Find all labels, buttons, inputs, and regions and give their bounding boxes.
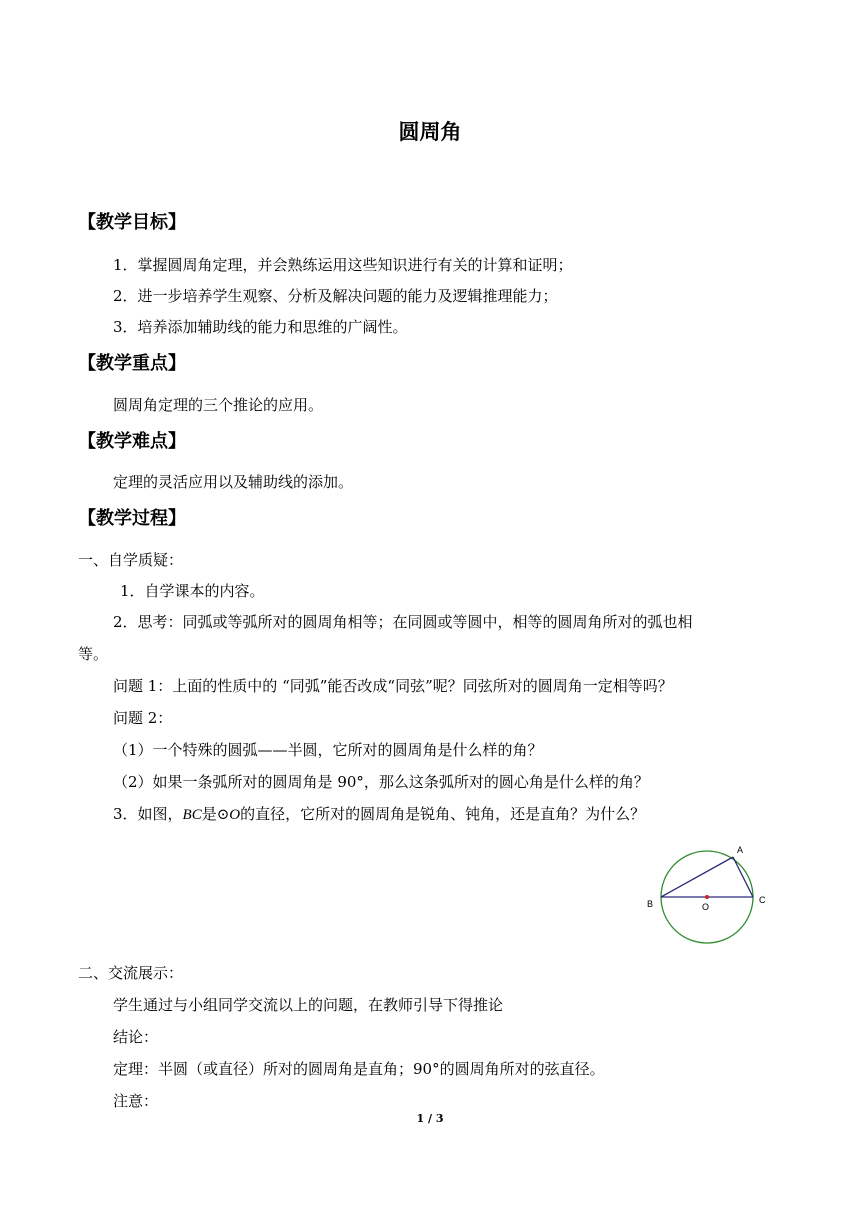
figure-label-a: A xyxy=(737,845,744,855)
key-heading: 【教学重点】 xyxy=(78,353,186,374)
difficulty-text: 定理的灵活应用以及辅助线的添加。 xyxy=(113,473,354,491)
step-3 xyxy=(113,803,645,824)
figure-label-o: O xyxy=(702,902,710,912)
discussion-text: 学生通过与小组同学交流以上的问题，在教师引导下得推论 xyxy=(113,996,504,1014)
page-number: 1 / 3 xyxy=(416,1112,444,1125)
figure-label-c: C xyxy=(759,895,766,905)
goal-item-1: 1．掌握圆周角定理，并会熟练运用这些知识进行有关的计算和证明； xyxy=(113,256,573,274)
goal-item-2: 2．进一步培养学生观察、分析及解决问题的能力及逻辑推理能力； xyxy=(113,287,558,305)
circle-figure xyxy=(640,838,780,950)
process-heading: 【教学过程】 xyxy=(78,508,186,529)
step-3-suffix: 的直径，它所对的圆周角是锐角、钝角，还是直角？为什么？ xyxy=(240,805,646,823)
figure-center-point xyxy=(705,895,709,899)
step-3-prefix: 3．如图， xyxy=(113,805,183,823)
step-1: 1．自学课本的内容。 xyxy=(120,582,265,600)
note-label: 注意： xyxy=(113,1092,159,1110)
step-3-center-o: O xyxy=(229,807,241,823)
figure-chord-ba xyxy=(661,857,733,897)
part2-title: 二、交流展示： xyxy=(78,964,184,982)
step-3-segment-bc: BC xyxy=(182,807,202,823)
page-title: 圆周角 xyxy=(398,120,462,144)
question-2: 问题 2： xyxy=(113,709,173,727)
theorem-text: 定理：半圆（或直径）所对的圆周角是直角；90°的圆周角所对的弦直径。 xyxy=(113,1060,605,1078)
key-text: 圆周角定理的三个推论的应用。 xyxy=(113,396,324,414)
figure-chord-ac xyxy=(733,857,753,897)
conclusion-label: 结论： xyxy=(113,1028,159,1046)
question-2b: （2）如果一条弧所对的圆周角是 90°，那么这条弧所对的圆心角是什么样的角？ xyxy=(113,773,649,791)
figure-label-b: B xyxy=(647,899,654,909)
step-2-line-1: 2．思考：同弧或等弧所对的圆周角相等；在同圆或等圆中，相等的圆周角所对的弧也相 xyxy=(113,613,693,631)
question-1: 问题 1：上面的性质中的 “同弧”能否改成“同弦”呢？同弦所对的圆周角一定相等吗？ xyxy=(113,677,673,695)
difficulty-heading: 【教学难点】 xyxy=(78,431,186,452)
part1-title: 一、自学质疑： xyxy=(78,551,184,569)
goal-item-3: 3．培养添加辅助线的能力和思维的广阔性。 xyxy=(113,318,408,336)
step-2-line-2: 等。 xyxy=(78,645,109,663)
goals-heading: 【教学目标】 xyxy=(78,212,186,233)
question-2a: （1）一个特殊的圆弧——半圆，它所对的圆周角是什么样的角？ xyxy=(113,741,543,759)
step-3-circle-symbol: 是⊙ xyxy=(201,805,230,823)
